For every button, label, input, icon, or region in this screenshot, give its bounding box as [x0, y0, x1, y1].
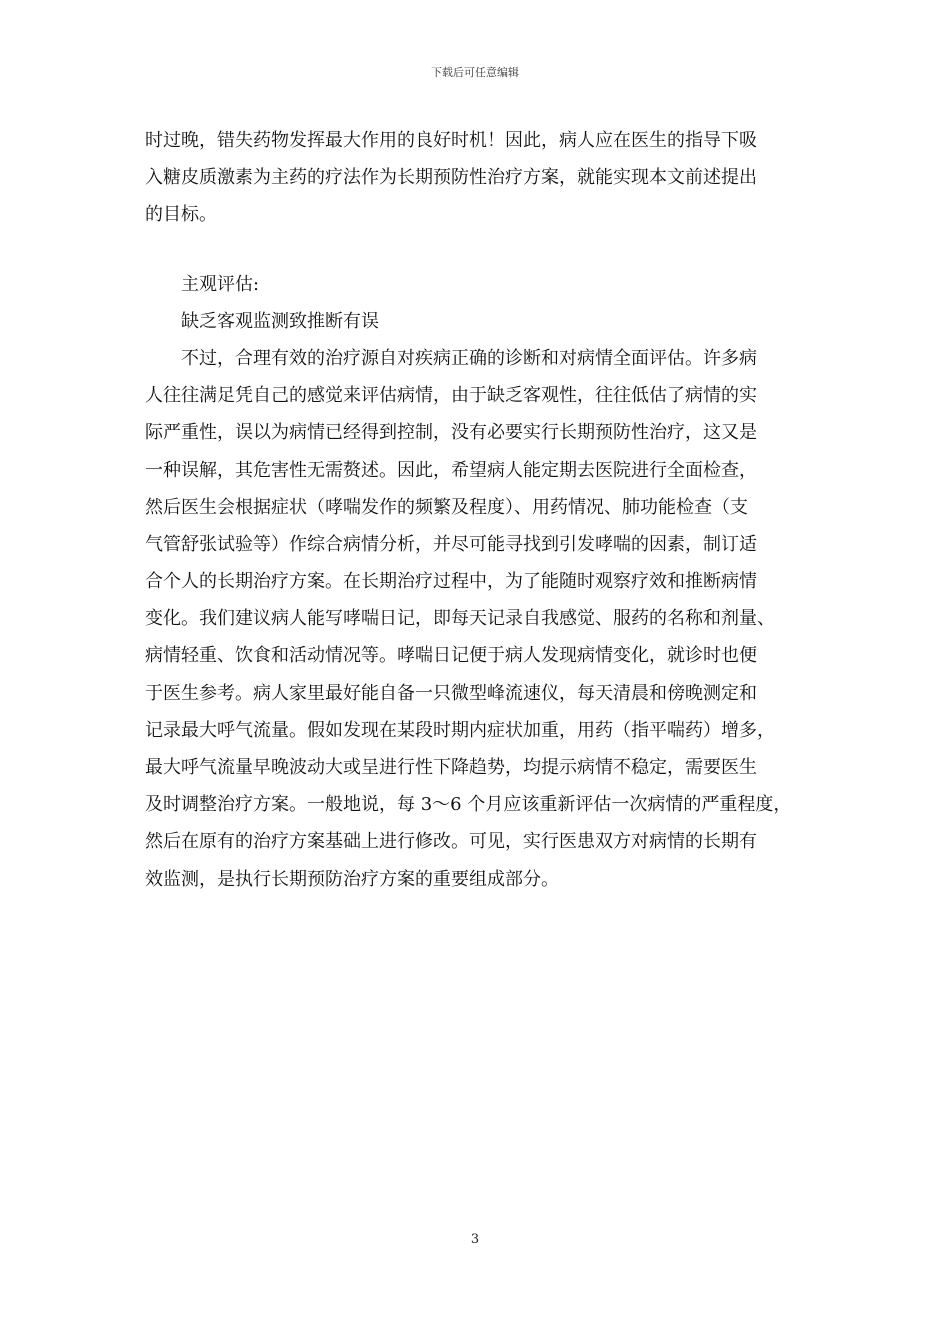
paragraph-spacer: [145, 234, 810, 266]
text-line: 变化。我们建议病人能写哮喘日记，即每天记录自我感觉、服药的名称和剂量、: [145, 608, 775, 630]
page-number: 3: [470, 1232, 480, 1247]
text-line: 合个人的长期治疗方案。在长期治疗过程中，为了能随时观察疗效和推断病情: [145, 571, 757, 593]
paragraph-continuation: [145, 122, 810, 234]
text-line: 病情轻重、饮食和活动情况等。哮喘日记便于病人发现病情变化，就诊时也便: [145, 645, 757, 667]
text-line: 一种误解，其危害性无需赘述。因此，希望病人能定期去医院进行全面检查，: [145, 459, 757, 481]
page-header: 下载后可任意编辑: [431, 66, 519, 79]
text-line: 记录最大呼气流量。假如发现在某段时期内症状加重，用药（指平喘药）增多，: [145, 719, 775, 741]
text-line: 然后医生会根据症状（哮喘发作的频繁及程度）、用药情况、肺功能检查（支: [145, 496, 748, 518]
section-subheading: 缺乏客观监测致推断有误: [181, 310, 379, 332]
text-line: 人往往满足凭自己的感觉来评估病情，由于缺乏客观性，往往低估了病情的实: [145, 385, 757, 407]
text-line: 际严重性，误以为病情已经得到控制，没有必要实行长期预防性治疗，这又是: [145, 422, 757, 444]
text-line: 不过，合理有效的治疗源自对疾病正确的诊断和对病情全面评估。许多病: [181, 347, 757, 369]
paragraph-assessment: [145, 340, 810, 898]
text-line: 于医生参考。病人家里最好能自备一只微型峰流速仪，每天清晨和傍晚测定和: [145, 682, 757, 704]
text-line: 的目标。: [145, 204, 217, 226]
text-line: 最大呼气流量早晚波动大或呈进行性下降趋势，均提示病情不稳定，需要医生: [145, 757, 757, 778]
text-line: 及时调整治疗方案。一般地说，每 3～6 个月应该重新评估一次病情的严重程度，: [145, 794, 792, 816]
text-line: 然后在原有的治疗方案基础上进行修改。可见，实行医患双方对病情的长期有: [145, 831, 757, 853]
text-line: 时过晚，错失药物发挥最大作用的良好时机！因此，病人应在医生的指导下吸: [145, 130, 757, 151]
text-line: 气管舒张试验等）作综合病情分析，并尽可能寻找到引发哮喘的因素，制订适: [145, 533, 757, 555]
text-line: 效监测，是执行长期预防治疗方案的重要组成部分。: [145, 868, 559, 890]
document-body: [145, 122, 810, 898]
section-heading: 主观评估:: [181, 273, 260, 295]
text-line: 入糖皮质激素为主药的疗法作为长期预防性治疗方案，就能实现本文前述提出: [145, 167, 757, 189]
